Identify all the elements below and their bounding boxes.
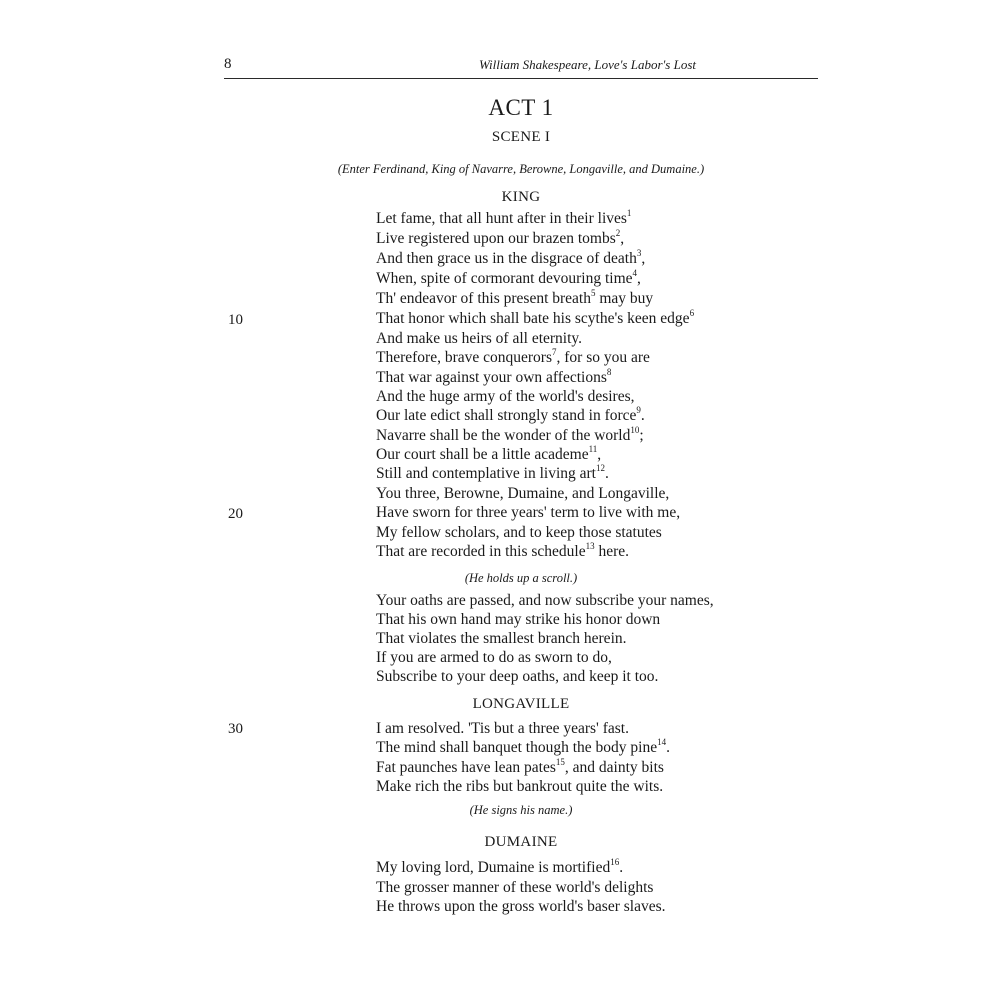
verse-line: Therefore, brave conquerors$^7$, for so you are [376,346,650,366]
line-number: 30 [228,721,243,737]
verse-line: If you are armed to do as sworn to do, [376,649,612,666]
speaker-longaville: LONGAVILLE [472,696,570,712]
page-number: 8 [224,56,232,72]
verse-line: Subscribe to your deep oaths, and keep it too. [376,668,659,685]
verse-line: And make us heirs of all eternity. [376,330,583,347]
stage-direction-signs: (He signs his name.) [469,803,573,817]
verse-line: He throws upon the gross world's baser slaves. [376,898,666,915]
act-heading: ACT 1 [488,95,554,120]
verse-line: Th' endeavor of this present breath$^5$ may buy [376,287,654,307]
verse-line: Fat paunches have lean pates$^{15}$, and dainty bits [376,756,664,776]
header-rule [224,78,818,79]
verse-line: Make rich the ribs but bankrout quite the wits. [376,778,664,795]
verse-line: That violates the smallest branch herein. [376,630,627,647]
verse-line: That his own hand may strike his honor down [376,611,661,628]
speaker-king: KING [501,189,541,205]
verse-line: And then grace us in the disgrace of death$^3$, [376,247,646,267]
verse-line: You three, Berowne, Dumaine, and Longaville, [376,485,670,502]
stage-direction-entry: (Enter Ferdinand, King of Navarre, Berowne, Longaville, and Dumaine.) [337,162,705,176]
verse-line: That are recorded in this schedule$^{13}$ here. [376,540,630,560]
verse-line: My fellow scholars, and to keep those statutes [376,524,662,541]
scene-heading: SCENE I [491,129,551,145]
verse-line: And the huge army of the world's desires, [376,388,635,405]
verse-line: Our late edict shall strongly stand in force$^9$. [376,404,645,424]
verse-line: When, spite of cormorant devouring time$^4$, [376,267,641,287]
verse-line: Your oaths are passed, and now subscribe your names, [376,592,714,609]
verse-line: Let fame, that all hunt after in their lives$^1$ [376,207,632,227]
line-number: 20 [228,506,243,522]
running-title: William Shakespeare, Love's Labor's Lost [478,57,696,72]
verse-line: Have sworn for three years' term to live with me, [376,504,681,521]
verse-line: I am resolved. 'Tis but a three years' fast. [376,720,629,737]
verse-line: Live registered upon our brazen tombs$^2$, [376,227,625,247]
verse-line: That war against your own affections$^8$ [376,366,612,386]
verse-line: My loving lord, Dumaine is mortified$^{16}$. [376,856,624,876]
verse-line: Our court shall be a little academe$^{11}$, [376,443,602,463]
verse-line: Navarre shall be the wonder of the world$^{10}$; [376,424,644,444]
line-number: 10 [228,312,243,328]
stage-direction-scroll: (He holds up a scroll.) [464,571,578,585]
running-head [224,56,818,78]
verse-line: The mind shall banquet though the body pine$^{14}$. [376,736,670,756]
verse-line: The grosser manner of these world's delights [376,879,654,896]
speaker-dumaine: DUMAINE [484,834,558,850]
verse-line: That honor which shall bate his scythe's keen edge$^6$ [376,307,695,327]
verse-line: Still and contemplative in living art$^{12}$. [376,462,609,482]
